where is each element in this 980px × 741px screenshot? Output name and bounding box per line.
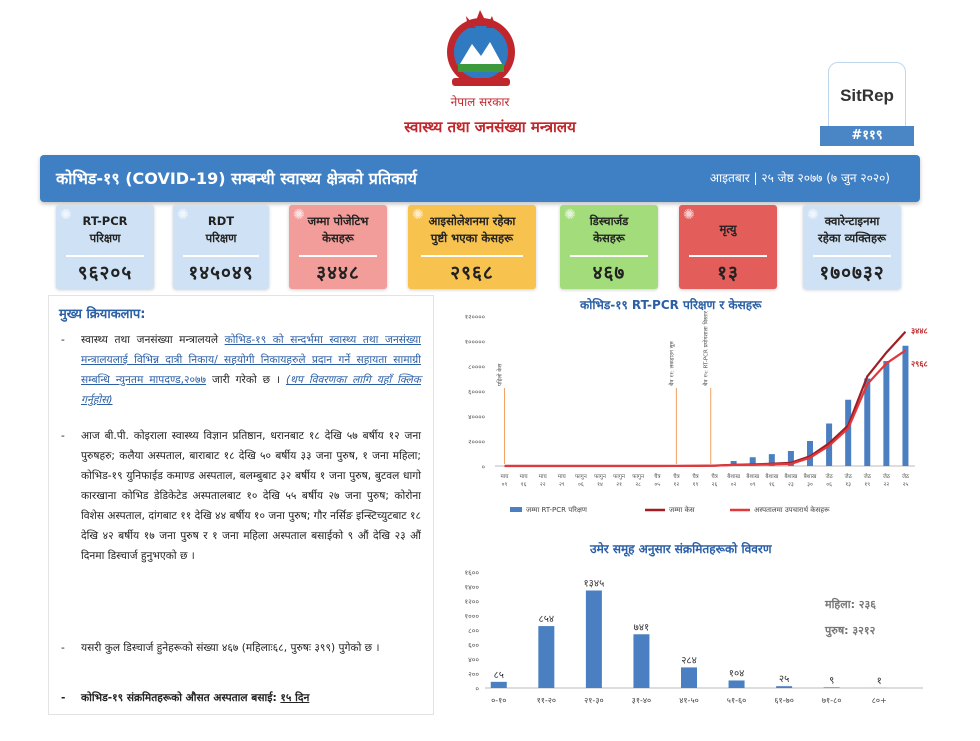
sitrep-number: #११९ (820, 126, 914, 146)
activities-heading: मुख्य क्रियाकलाप: (59, 307, 146, 322)
x-tick-label: १६ (520, 482, 527, 488)
x-tick-label: २१ (616, 482, 622, 488)
stat-card (560, 205, 658, 289)
title-bar (40, 155, 920, 202)
x-tick-label: ४१-५० (679, 696, 699, 705)
x-tick-label: २२ (539, 482, 546, 488)
stat-value: ९६२०५ (77, 262, 133, 284)
test-bar (845, 400, 851, 466)
x-tick-label: १२ (673, 482, 680, 488)
bullet-dash: - (61, 430, 65, 442)
bar-value-label: २५ (778, 674, 790, 686)
stat-value: १३ (717, 262, 739, 284)
y-tick-label: १२०० (464, 598, 479, 606)
annotation-label: चैत्र १५: RT-PCR प्रयोगशाला विस्तार (703, 311, 710, 386)
x-tick-label: ०९ (749, 482, 756, 488)
nepal-emblem-icon (440, 8, 522, 90)
male-count: पुरुष: ३२१२ (825, 624, 876, 637)
test-bar (902, 346, 908, 466)
stat-label-line2: केसहरू (593, 231, 625, 245)
x-tick-label: २५ (902, 482, 909, 488)
stat-label-line2: रहेका व्यक्तिहरू (818, 231, 886, 245)
x-tick-label: माघ (500, 474, 509, 480)
activity-item (61, 426, 421, 566)
x-tick-label: ८०+ (871, 696, 887, 705)
annotation-label: पहिलो केस (497, 363, 504, 386)
government-name: नेपाल सरकार (450, 95, 510, 109)
x-tick-label: ५१-६० (726, 696, 747, 705)
stat-label-line2: परिक्षण (89, 231, 121, 245)
stat-value: ३४४८ (316, 262, 360, 284)
x-tick-label: १४ (597, 482, 603, 488)
activity-item (61, 330, 421, 410)
stat-label (803, 213, 901, 247)
x-tick-label: २३ (788, 482, 794, 488)
report-date: आइतबार | २५ जेष्ठ २०७७ (७ जुन २०२०) (709, 171, 890, 185)
stat-label-line1: RDT (207, 214, 235, 228)
page-title: कोभिड-१९ (COVID-19) सम्बन्धी स्वास्थ्य क्षेत्रको प्रतिकार्य (56, 169, 417, 188)
activity-text: स्वास्थ्य तथा जनसंख्या मन्त्रालयले (81, 334, 225, 346)
stat-label-line2: केसहरू (322, 231, 354, 245)
annotation-label: चैत्र ११: लकडाउन सुरु (669, 341, 676, 386)
x-tick-label: २२ (883, 482, 890, 488)
x-tick-label: चैत्र (692, 474, 699, 480)
stat-label (56, 213, 154, 247)
stat-label (289, 213, 387, 247)
x-tick-label: बैशाख (746, 474, 760, 480)
x-tick-label: फागुन (632, 474, 645, 480)
y-tick-label: ४०००० (468, 413, 485, 421)
age-bar (633, 634, 649, 688)
x-tick-label: बैशाख (765, 474, 779, 480)
y-tick-label: ० (475, 685, 479, 693)
age-bar (491, 682, 507, 688)
x-tick-label: ०५ (654, 482, 661, 488)
y-tick-label: १६०० (464, 569, 479, 577)
test-bar (807, 441, 813, 466)
x-tick-label: माघ (538, 474, 547, 480)
legend-swatch (510, 507, 522, 512)
stat-divider (570, 255, 648, 257)
y-tick-label: ८०० (468, 627, 479, 635)
x-tick-label: १३ (845, 482, 852, 488)
x-tick-label: फागुन (613, 474, 626, 480)
legend-label: जम्मा RT-PCR परिक्षण (526, 506, 587, 514)
x-tick-label: बैशाख (803, 474, 817, 480)
stat-label (560, 213, 658, 247)
stat-label-line1: जम्मा पोजेटिभ (307, 214, 369, 228)
activity-item (61, 638, 421, 658)
virus-icon: ✺ (807, 207, 819, 223)
bullet-dash: - (61, 642, 65, 654)
avg-stay-value: १५ दिन (280, 692, 310, 704)
y-tick-label: १२०००० (464, 313, 485, 321)
age-bar (538, 626, 554, 688)
stat-divider (299, 255, 377, 257)
x-tick-label: बैशाख (727, 474, 741, 480)
stat-label (173, 213, 269, 247)
x-tick-label: फागुन (594, 474, 606, 480)
bar-value-label: १ (876, 675, 882, 687)
x-tick-label: ७१-८० (821, 696, 842, 705)
x-tick-label: ६१-७० (774, 696, 794, 705)
stat-value: १४५०४९ (188, 262, 254, 284)
stat-card (803, 205, 901, 289)
x-tick-label: चैत्र (673, 474, 680, 480)
activity-item (61, 688, 421, 708)
x-tick-label: माघ (519, 474, 528, 480)
stat-label-line1: आइसोलेशनमा रहेका (428, 214, 516, 228)
x-tick-label: ०२ (730, 482, 737, 488)
y-tick-label: २०००० (468, 438, 485, 446)
x-tick-label: जेठ (825, 474, 833, 480)
main-activities-panel (48, 295, 434, 715)
sitrep-label: SitRep (840, 86, 894, 105)
stat-value: १७०७३२ (819, 262, 885, 284)
legend-label: जम्मा केस (669, 506, 695, 514)
age-group-chart (445, 558, 925, 718)
stat-label-line1: डिस्चार्जड (589, 214, 629, 228)
bar-value-label: १०४ (728, 668, 745, 680)
test-bar (883, 361, 889, 466)
stat-card (56, 205, 154, 289)
bar-value-label: १३४५ (583, 578, 605, 590)
x-tick-label: फागुन (574, 474, 587, 480)
x-tick-label: ०९ (501, 482, 508, 488)
y-tick-label: ६०० (468, 641, 479, 650)
stat-label (679, 221, 777, 238)
y-tick-label: १४०० (464, 583, 479, 592)
x-tick-label: १६ (768, 482, 775, 488)
stat-label-line2: परिक्षण (205, 231, 237, 245)
x-tick-label: १९ (692, 482, 699, 488)
age-bar (586, 590, 602, 688)
y-tick-label: ० (481, 463, 485, 471)
x-tick-label: जेठ (901, 474, 910, 480)
x-tick-label: जेठ (844, 474, 852, 480)
x-tick-label: २६ (711, 482, 718, 488)
virus-icon: ✺ (60, 207, 72, 223)
y-tick-label: ८०००० (468, 363, 485, 371)
discharge-details: आज बी.पी. कोइराला स्वास्थ्य विज्ञान प्रतिष्ठान, धरानबाट १८ देखि ५७ बर्षीय १२ जना पुरुषहरु; कलैया अस्पताल, बाराबाट १८ देखि ५० बर्षीय ३३ जना पुरुष, १ जना महिला; कोभिड-१९ युनिफाईड कमाण्ड अस्पताल, बलम्बुबाट ३२ बर्षीय १ जना पुरुष, बुटवल धागो कारखाना कोभिड डेडिकेटेड अस्पतालबाट १० देखि ५५ बर्षीय २७ जना पुरुष; कोरोना विशेस अस्पताल, दांगबाट ११ देखि ४४ बर्षीय १० जना पुरुष; गौर नर्सिङ इन्स्टिच्युटबाट १८ देखि ४२ बर्षीय १७ जना पुरुष र १ जना महिला अस्पताल बसाईको ९ औं देखि २३ औं दिनमा डिस्चार्ज हुनुभएको छ । (81, 430, 421, 562)
avg-stay-label: कोभिड-१९ संक्रमितहरूको औसत अस्पताल बसाई: (81, 692, 281, 704)
stat-divider (689, 255, 767, 257)
stat-card (173, 205, 269, 289)
bar-value-label: २८४ (681, 655, 697, 667)
stat-label-line2: पुष्टी भएका केसहरू (430, 231, 514, 245)
stat-label (408, 213, 536, 247)
age-chart-title: उमेर समूह अनुसार संक्रमितहरूको विवरण (590, 542, 772, 556)
bullet-dash: - (61, 692, 66, 704)
tests-chart-title: कोभिड-१९ RT-PCR परिक्षण र केसहरू (580, 298, 762, 312)
end-value-label: ३४४८ (911, 326, 928, 336)
stat-card (289, 205, 387, 289)
stat-divider (66, 255, 144, 257)
stat-value: ४६७ (592, 262, 626, 284)
x-tick-label: ०६ (578, 482, 584, 488)
x-tick-label: जेठ (882, 474, 891, 480)
virus-icon: ✺ (412, 207, 424, 223)
y-tick-label: ४०० (468, 656, 479, 664)
x-tick-label: माघ (557, 474, 566, 480)
x-tick-label: ०६ (826, 482, 832, 488)
stat-divider (183, 255, 260, 257)
stat-card (679, 205, 777, 289)
y-tick-label: १००००० (464, 338, 485, 346)
more-info-link[interactable]: (थप विवरणका लागि यहाँ क्लिक गर्नुहोस) (81, 374, 421, 406)
legend-label: अस्पतालमा उपचारार्थ केसहरू (754, 506, 830, 514)
bar-value-label: ८५ (493, 669, 504, 681)
x-tick-label: ०-१० (491, 696, 507, 705)
virus-icon: ✺ (177, 207, 189, 223)
bar-value-label: ९ (829, 675, 835, 687)
stat-label-line1: क्वारेन्टाइनमा (824, 214, 880, 228)
x-tick-label: जेठ (863, 474, 871, 480)
x-tick-label: ११-२० (536, 696, 557, 705)
x-tick-label: १९ (864, 482, 871, 488)
x-tick-label: ३० (807, 482, 813, 488)
ministry-name: स्वास्थ्य तथा जनसंख्या मन्त्रालय (404, 118, 576, 136)
virus-icon: ✺ (564, 207, 576, 223)
guideline-link[interactable]: कोभिड-१९ को सन्दर्भमा स्वास्थ्य तथा जनसंख्या मन्त्रालयलाई विभिन्न दात्री निकाय/ सहयोगी निकायहरुले प्रदान गर्ने सहायता सामाग्री सम्बन्धि न्युनतम मापदण्ड,२०७७ (81, 334, 421, 386)
bullet-dash: - (61, 334, 65, 346)
stat-value: २९६८ (450, 262, 494, 284)
age-bar (776, 686, 792, 688)
age-bar (681, 667, 697, 688)
stat-divider (421, 255, 523, 257)
age-bar (824, 687, 840, 688)
x-tick-label: बैशाख (784, 474, 798, 480)
tests-cases-chart (440, 308, 928, 530)
stat-label-line1: मृत्यु (719, 222, 737, 236)
activity-text: जारी गरेको छ । (206, 374, 281, 386)
x-tick-label: ३१-४० (631, 696, 652, 705)
y-tick-label: २०० (468, 670, 479, 679)
x-tick-label: २९ (558, 482, 565, 488)
stat-card (408, 205, 536, 289)
virus-icon: ✺ (293, 207, 305, 223)
x-tick-label: २८ (635, 482, 642, 488)
bar-value-label: ७४१ (633, 622, 650, 634)
bar-value-label: ८५४ (538, 614, 555, 626)
x-tick-label: २१-३० (584, 696, 604, 705)
age-bar (729, 680, 745, 688)
y-tick-label: १००० (464, 612, 479, 621)
x-tick-label: चैत्र (711, 474, 718, 480)
y-tick-label: ६०००० (468, 388, 485, 396)
sitrep-badge (828, 62, 906, 130)
end-value-label: २९६८ (911, 359, 928, 369)
stat-divider (813, 255, 891, 257)
virus-icon: ✺ (683, 207, 695, 223)
discharge-total: यसरी कुल डिस्चार्ज हुनेहरूको संख्या ४६७ (महिलाः६८, पुरुषः ३९९) पुगेको छ । (81, 642, 380, 654)
stat-label-line1: RT-PCR (82, 214, 128, 228)
x-tick-label: चैत्र (654, 474, 661, 480)
female-count: महिला: २३६ (825, 598, 876, 611)
